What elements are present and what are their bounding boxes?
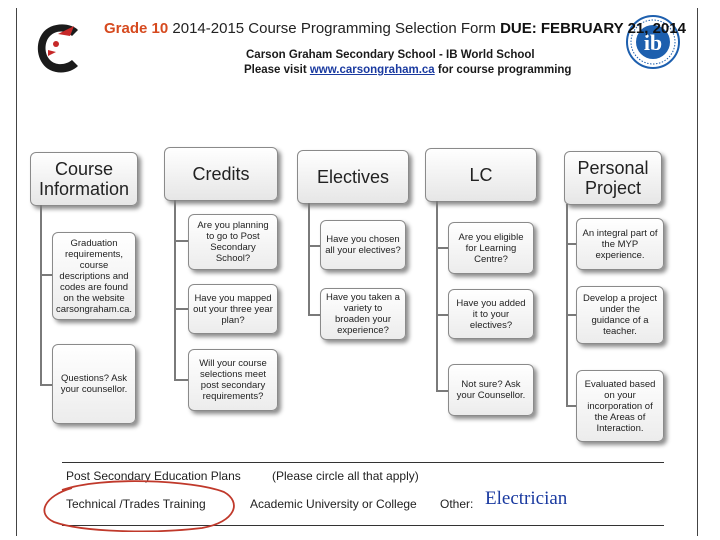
- project-item-evaluated: Evaluated based on your incorporation of the Areas of Interaction.: [576, 370, 664, 442]
- connector: [566, 204, 568, 406]
- connector: [174, 240, 188, 242]
- project-item-develop: Develop a project under the guidance of a teacher.: [576, 286, 664, 344]
- connector: [436, 201, 438, 391]
- circle-annotation-icon: [42, 478, 240, 532]
- visit-prefix: Please visit: [244, 64, 307, 76]
- connector: [308, 314, 320, 316]
- connector: [40, 274, 52, 276]
- form-title: [104, 20, 686, 37]
- svg-text:ib: ib: [643, 30, 663, 55]
- connector: [566, 243, 576, 245]
- connector: [436, 247, 448, 249]
- connector: [566, 405, 576, 407]
- credits-item-requirements: Will your course selections meet post secondary requirements?: [188, 349, 278, 411]
- lc-item-not-sure: Not sure? Ask your Counsellor.: [448, 364, 534, 416]
- connector: [174, 200, 176, 380]
- connector: [174, 308, 188, 310]
- visit-line: [244, 64, 571, 76]
- column-electives: Electives: [297, 150, 409, 204]
- option-academic-university[interactable]: Academic University or College: [250, 497, 417, 511]
- electives-item-variety: Have you taken a variety to broaden your experience?: [320, 288, 406, 340]
- connector: [566, 314, 576, 316]
- lc-item-added: Have you added it to your electives?: [448, 289, 534, 339]
- connector: [308, 245, 320, 247]
- course-info-item-website: Graduation requirements, course descriptions and codes are found on the website carsongraham.ca.: [52, 232, 136, 320]
- grade-label: Grade 10: [104, 20, 169, 37]
- electives-item-chosen: Have you chosen all your electives?: [320, 220, 406, 270]
- form-title-text: 2014-2015 Course Programming Selection Form: [172, 20, 496, 37]
- course-info-item-questions: Questions? Ask your counsellor.: [52, 344, 136, 424]
- connector: [436, 314, 448, 316]
- credits-item-three-year-plan: Have you mapped out your three year plan?: [188, 284, 278, 334]
- school-name: Carson Graham Secondary School - IB World School: [246, 49, 535, 61]
- column-credits: Credits: [164, 147, 278, 201]
- due-date: DUE: FEBRUARY 21, 2014: [500, 20, 686, 37]
- plans-instruction: (Please circle all that apply): [272, 469, 419, 483]
- divider: [62, 462, 664, 463]
- connector: [308, 203, 310, 315]
- other-label: Other:: [440, 497, 474, 511]
- school-logo-icon: [34, 20, 86, 76]
- connector: [174, 379, 188, 381]
- visit-suffix: for course programming: [437, 64, 572, 76]
- column-lc: LC: [425, 148, 537, 202]
- lc-item-eligible: Are you eligible for Learning Centre?: [448, 222, 534, 274]
- connector: [40, 384, 52, 386]
- credits-item-post-secondary: Are you planning to go to Post Secondary School?: [188, 214, 278, 270]
- plans-heading: Post Secondary Education Plans: [66, 469, 241, 483]
- project-item-integral: An integral part of the MYP experience.: [576, 218, 664, 270]
- connector: [436, 390, 448, 392]
- connector: [40, 205, 42, 385]
- column-course-information: Course Information: [30, 152, 138, 206]
- other-value-handwritten[interactable]: Electrician: [485, 488, 568, 509]
- column-personal-project: Personal Project: [564, 151, 662, 205]
- option-technical-trades[interactable]: Technical /Trades Training: [66, 497, 206, 511]
- website-link[interactable]: www.carsongraham.ca: [309, 64, 435, 76]
